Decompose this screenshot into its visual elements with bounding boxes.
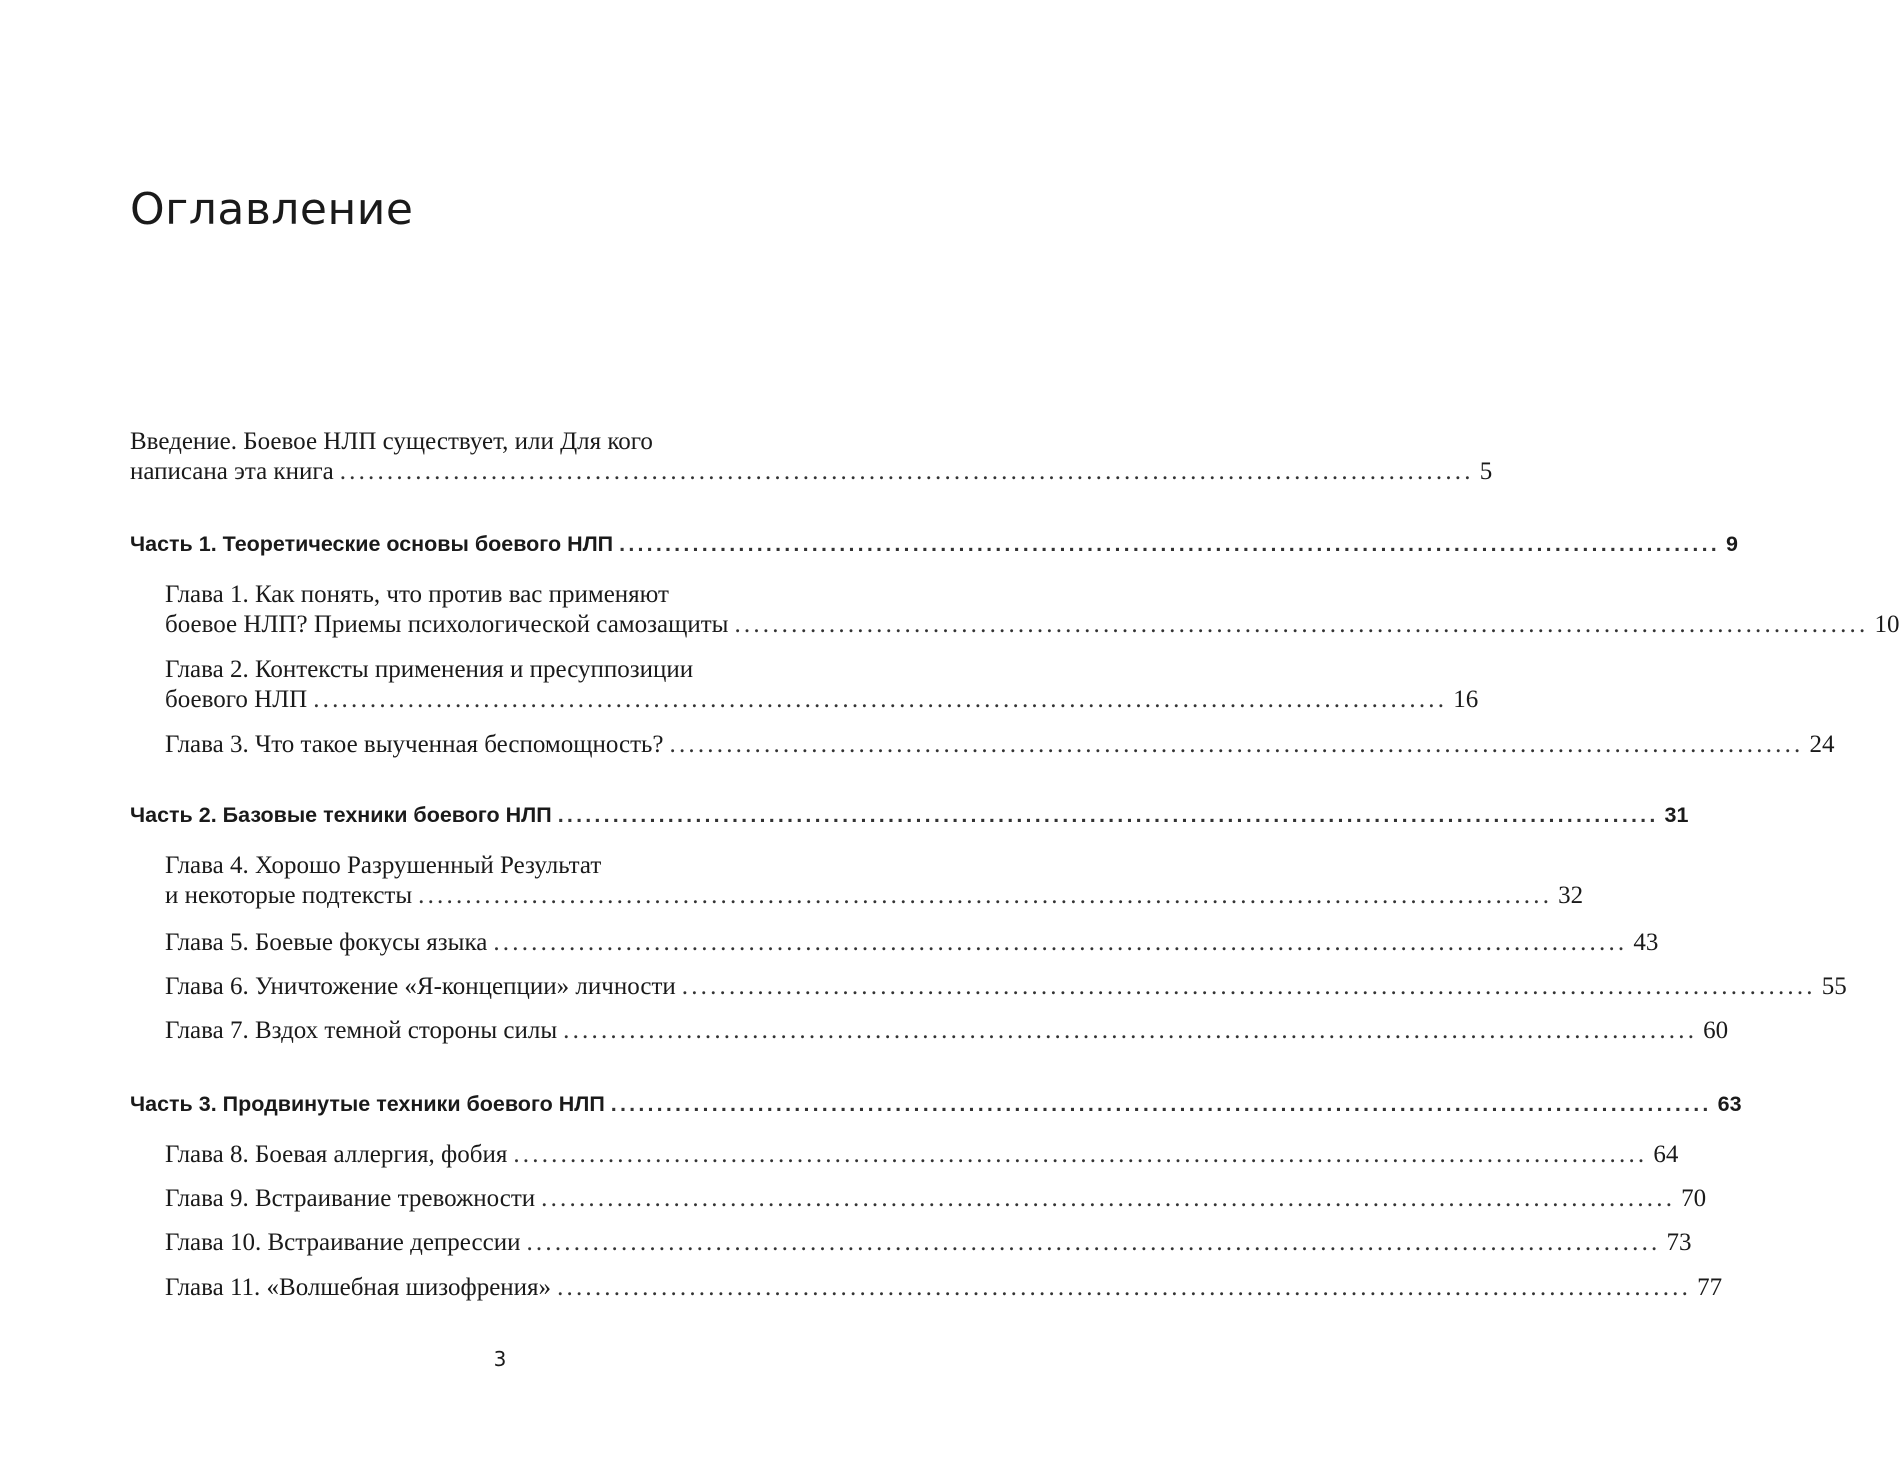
- toc-page-number: 70: [1681, 1185, 1707, 1212]
- toc-part-title: Часть 1. Теоретические основы боевого НЛП: [130, 532, 614, 556]
- toc-entry-intro[interactable]: [130, 427, 1493, 487]
- toc-page-number: 31: [1664, 803, 1689, 827]
- toc-entry-title: Глава 5. Боевые фокусы языка: [165, 929, 488, 956]
- dot-leader: ........................................................................................................................: [493, 929, 1628, 956]
- toc-page-number: 5: [1479, 458, 1493, 485]
- toc-page-number: 55: [1821, 973, 1847, 1000]
- toc-page-number: 60: [1703, 1017, 1729, 1044]
- dot-leader: ........................................................................................................................: [610, 1092, 1712, 1116]
- toc-page-number: 16: [1453, 686, 1479, 713]
- toc-chapter-6[interactable]: [165, 972, 1847, 1002]
- toc-chapter-9[interactable]: [165, 1184, 1707, 1214]
- toc-part-title: Часть 3. Продвинутые техники боевого НЛП: [130, 1092, 605, 1116]
- dot-leader: ........................................................................................................................: [563, 1017, 1698, 1044]
- page-number: 3: [493, 1347, 507, 1371]
- toc-chapter-2[interactable]: [165, 655, 1479, 715]
- dot-leader: ........................................................................................................................: [669, 731, 1804, 758]
- toc-entry-title: Глава 8. Боевая аллергия, фобия: [165, 1141, 508, 1168]
- toc-page-number: 32: [1558, 882, 1584, 909]
- dot-leader: ........................................................................................................................: [526, 1229, 1661, 1256]
- toc-entry-title-line2: боевое НЛП? Приемы психологической самозащиты: [165, 611, 729, 638]
- toc-part-2[interactable]: [130, 800, 1689, 830]
- dot-leader: ........................................................................................................................: [619, 532, 1720, 556]
- toc-entry-title-line2: боевого НЛП: [165, 686, 308, 713]
- toc-page-number: 63: [1717, 1092, 1742, 1116]
- toc-entry-title: Глава 9. Встраивание тревожности: [165, 1185, 536, 1212]
- toc-page-number: 43: [1633, 929, 1659, 956]
- toc-entry-title-line2: и некоторые подтексты: [165, 882, 413, 909]
- toc-page-number: 24: [1809, 731, 1835, 758]
- toc-entry-title: Глава 3. Что такое выученная беспомощность?: [165, 731, 664, 758]
- toc-entry-title-line1: Введение. Боевое НЛП существует, или Для кого: [130, 428, 653, 455]
- dot-leader: ........................................................................................................................: [418, 882, 1553, 909]
- toc-entry-title-line1: Глава 1. Как понять, что против вас применяют: [165, 581, 669, 608]
- toc-page-number: 73: [1666, 1229, 1692, 1256]
- toc-chapter-11[interactable]: [165, 1273, 1723, 1303]
- toc-chapter-1[interactable]: [165, 580, 1899, 640]
- toc-entry-title: Глава 10. Встраивание депрессии: [165, 1229, 521, 1256]
- toc-page-number: 77: [1697, 1274, 1723, 1301]
- toc-chapter-5[interactable]: [165, 928, 1659, 958]
- toc-entry-title-line2: написана эта книга: [130, 458, 334, 485]
- toc-entry-title-line1: Глава 2. Контексты применения и пресуппозиции: [165, 656, 694, 683]
- toc-entry-title: Глава 11. «Волшебная шизофрения»: [165, 1274, 552, 1301]
- dot-leader: ........................................................................................................................: [557, 803, 1659, 827]
- dot-leader: ........................................................................................................................: [513, 1141, 1648, 1168]
- dot-leader: ........................................................................................................................: [541, 1185, 1676, 1212]
- toc-page-number: 9: [1725, 532, 1738, 556]
- toc-page-number: 10: [1874, 611, 1899, 638]
- toc-chapter-8[interactable]: [165, 1140, 1679, 1170]
- dot-leader: ........................................................................................................................: [313, 686, 1448, 713]
- dot-leader: ........................................................................................................................: [681, 973, 1816, 1000]
- toc-page-number: 64: [1653, 1141, 1679, 1168]
- dot-leader: ........................................................................................................................: [734, 611, 1869, 638]
- page-title: Оглавление: [130, 184, 414, 235]
- toc-entry-title-line1: Глава 4. Хорошо Разрушенный Результат: [165, 852, 602, 879]
- dot-leader: ........................................................................................................................: [557, 1274, 1692, 1301]
- toc-part-3[interactable]: [130, 1089, 1742, 1119]
- toc-chapter-7[interactable]: [165, 1016, 1729, 1046]
- toc-entry-title: Глава 6. Уничтожение «Я-концепции» личности: [165, 973, 676, 1000]
- dot-leader: ........................................................................................................................: [339, 458, 1474, 485]
- toc-chapter-10[interactable]: [165, 1228, 1692, 1258]
- toc-entry-title: Глава 7. Вздох темной стороны силы: [165, 1017, 558, 1044]
- toc-chapter-3[interactable]: [165, 730, 1835, 760]
- toc-part-1[interactable]: [130, 529, 1738, 559]
- toc-chapter-4[interactable]: [165, 851, 1584, 911]
- toc-part-title: Часть 2. Базовые техники боевого НЛП: [130, 803, 552, 827]
